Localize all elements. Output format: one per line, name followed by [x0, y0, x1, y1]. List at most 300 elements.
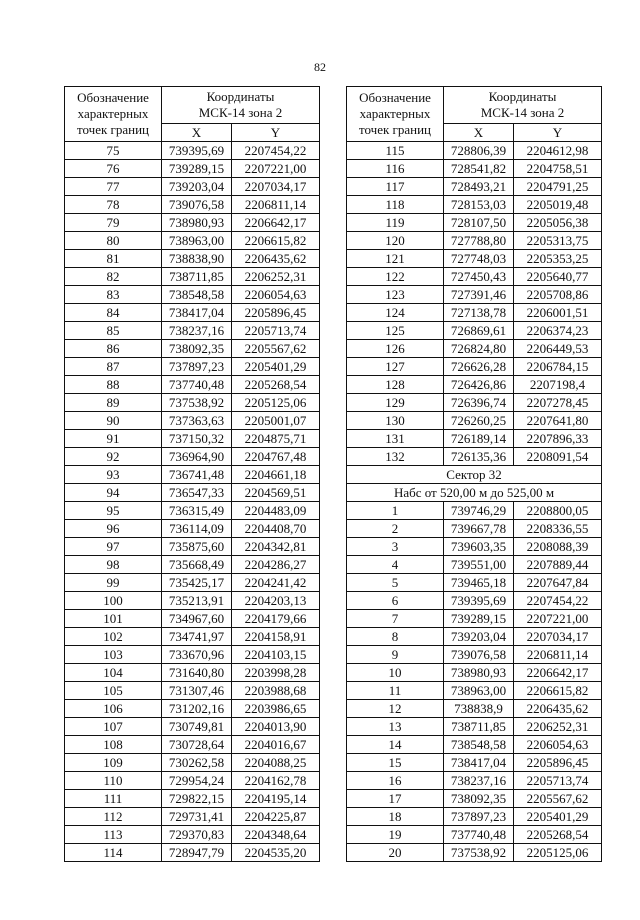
point-number: 109	[65, 754, 162, 772]
point-number: 8	[347, 628, 444, 646]
coord-x: 728541,82	[444, 160, 514, 178]
coord-x: 737150,32	[162, 430, 232, 448]
coord-x: 738963,00	[162, 232, 232, 250]
coord-x: 729822,15	[162, 790, 232, 808]
table-row	[65, 412, 320, 430]
coord-y: 2208800,05	[514, 502, 602, 520]
coord-y: 2206252,31	[514, 718, 602, 736]
point-number: 92	[65, 448, 162, 466]
coord-y: 2204535,20	[232, 844, 320, 862]
coord-y: 2206642,17	[232, 214, 320, 232]
coord-x: 739465,18	[444, 574, 514, 592]
height-range-row	[347, 484, 602, 502]
table-row	[65, 790, 320, 808]
point-number: 84	[65, 304, 162, 322]
coord-x: 728947,79	[162, 844, 232, 862]
point-number: 130	[347, 412, 444, 430]
coord-y: 2207454,22	[514, 592, 602, 610]
header-y: Y	[232, 124, 320, 142]
coord-y: 2208088,39	[514, 538, 602, 556]
coord-x: 735875,60	[162, 538, 232, 556]
coord-y: 2207896,33	[514, 430, 602, 448]
coord-y: 2205353,25	[514, 250, 602, 268]
table-row	[65, 304, 320, 322]
coord-y: 2205268,54	[514, 826, 602, 844]
point-number: 131	[347, 430, 444, 448]
table-row	[347, 502, 602, 520]
coord-y: 2205125,06	[232, 394, 320, 412]
coord-y: 2207278,45	[514, 394, 602, 412]
coord-y: 2208091,54	[514, 448, 602, 466]
table-row	[65, 592, 320, 610]
coord-y: 2205567,62	[232, 340, 320, 358]
table-row	[65, 142, 320, 160]
point-number: 113	[65, 826, 162, 844]
coord-y: 2207641,80	[514, 412, 602, 430]
point-number: 76	[65, 160, 162, 178]
point-number: 105	[65, 682, 162, 700]
coord-x: 739551,00	[444, 556, 514, 574]
point-number: 123	[347, 286, 444, 304]
table-row	[65, 502, 320, 520]
table-row	[65, 376, 320, 394]
table-row	[65, 646, 320, 664]
coord-y: 2205713,74	[232, 322, 320, 340]
coord-x: 734741,97	[162, 628, 232, 646]
point-number: 16	[347, 772, 444, 790]
table-row	[65, 178, 320, 196]
table-row	[347, 232, 602, 250]
table-row	[347, 430, 602, 448]
table-row	[347, 322, 602, 340]
header-coordinates: Координаты МСК-14 зона 2	[162, 87, 320, 124]
table-row	[347, 358, 602, 376]
table-row	[65, 736, 320, 754]
coord-y: 2207034,17	[514, 628, 602, 646]
coord-x: 730728,64	[162, 736, 232, 754]
table-row	[347, 664, 602, 682]
coord-y: 2206642,17	[514, 664, 602, 682]
coord-x: 737740,48	[444, 826, 514, 844]
coord-x: 737740,48	[162, 376, 232, 394]
coord-y: 2205567,62	[514, 790, 602, 808]
table-row	[65, 394, 320, 412]
coord-y: 2204348,64	[232, 826, 320, 844]
coord-x: 728493,21	[444, 178, 514, 196]
coord-x: 735425,17	[162, 574, 232, 592]
point-number: 19	[347, 826, 444, 844]
coord-y: 2204016,67	[232, 736, 320, 754]
table-row	[347, 394, 602, 412]
point-number: 10	[347, 664, 444, 682]
point-number: 80	[65, 232, 162, 250]
coord-y: 2204103,15	[232, 646, 320, 664]
coord-x: 727138,78	[444, 304, 514, 322]
point-number: 20	[347, 844, 444, 862]
coord-y: 2204162,78	[232, 772, 320, 790]
table-row	[347, 268, 602, 286]
table-row	[65, 286, 320, 304]
coord-x: 726260,25	[444, 412, 514, 430]
coord-y: 2205001,07	[232, 412, 320, 430]
coord-y: 2207454,22	[232, 142, 320, 160]
coord-x: 728153,03	[444, 196, 514, 214]
table-row	[347, 214, 602, 232]
table-row	[347, 628, 602, 646]
table-row	[65, 718, 320, 736]
coord-y: 2205268,54	[232, 376, 320, 394]
coord-y: 2204661,18	[232, 466, 320, 484]
point-number: 118	[347, 196, 444, 214]
coord-y: 2206449,53	[514, 340, 602, 358]
point-number: 132	[347, 448, 444, 466]
table-row	[65, 664, 320, 682]
coord-y: 2206615,82	[232, 232, 320, 250]
coord-y: 2204241,42	[232, 574, 320, 592]
point-number: 116	[347, 160, 444, 178]
coord-y: 2206001,51	[514, 304, 602, 322]
coord-y: 2206252,31	[232, 268, 320, 286]
table-row	[65, 772, 320, 790]
table-row	[347, 142, 602, 160]
coord-y: 2205019,48	[514, 196, 602, 214]
table-row	[65, 160, 320, 178]
point-number: 6	[347, 592, 444, 610]
coord-x: 739076,58	[444, 646, 514, 664]
point-number: 106	[65, 700, 162, 718]
point-number: 7	[347, 610, 444, 628]
coord-x: 738548,58	[444, 736, 514, 754]
coord-y: 2205313,75	[514, 232, 602, 250]
table-row	[347, 610, 602, 628]
coord-x: 738711,85	[162, 268, 232, 286]
coord-y: 2204088,25	[232, 754, 320, 772]
point-number: 108	[65, 736, 162, 754]
coord-x: 739289,15	[444, 610, 514, 628]
point-number: 12	[347, 700, 444, 718]
coord-y: 2206435,62	[232, 250, 320, 268]
coord-y: 2206054,63	[232, 286, 320, 304]
point-number: 79	[65, 214, 162, 232]
coord-y: 2206435,62	[514, 700, 602, 718]
coord-x: 739667,78	[444, 520, 514, 538]
coord-x: 730749,81	[162, 718, 232, 736]
point-number: 13	[347, 718, 444, 736]
coord-y: 2205640,77	[514, 268, 602, 286]
table-row	[65, 322, 320, 340]
coord-x: 727788,80	[444, 232, 514, 250]
point-number: 100	[65, 592, 162, 610]
point-number: 96	[65, 520, 162, 538]
height-range: Набс от 520,00 м до 525,00 м	[347, 484, 602, 502]
coord-x: 739746,29	[444, 502, 514, 520]
table-row	[65, 340, 320, 358]
coord-y: 2207221,00	[514, 610, 602, 628]
point-number: 107	[65, 718, 162, 736]
coord-y: 2206615,82	[514, 682, 602, 700]
coord-y: 2206374,23	[514, 322, 602, 340]
coord-y: 2207889,44	[514, 556, 602, 574]
point-number: 1	[347, 502, 444, 520]
coord-x: 731202,16	[162, 700, 232, 718]
point-number: 103	[65, 646, 162, 664]
coord-y: 2207198,4	[514, 376, 602, 394]
coord-x: 726189,14	[444, 430, 514, 448]
coord-x: 738980,93	[444, 664, 514, 682]
table-row	[65, 610, 320, 628]
coord-y: 2204158,91	[232, 628, 320, 646]
point-number: 101	[65, 610, 162, 628]
coord-x: 730262,58	[162, 754, 232, 772]
point-number: 77	[65, 178, 162, 196]
point-number: 110	[65, 772, 162, 790]
table-row	[65, 808, 320, 826]
coord-x: 727450,43	[444, 268, 514, 286]
point-number: 86	[65, 340, 162, 358]
point-number: 3	[347, 538, 444, 556]
coord-x: 738417,04	[162, 304, 232, 322]
table-row	[347, 754, 602, 772]
header-y: Y	[514, 124, 602, 142]
table-row	[65, 430, 320, 448]
coord-y: 2204483,09	[232, 502, 320, 520]
table-row	[347, 286, 602, 304]
coord-x: 729954,24	[162, 772, 232, 790]
table-row	[65, 232, 320, 250]
coord-x: 738092,35	[162, 340, 232, 358]
point-number: 111	[65, 790, 162, 808]
table-row	[347, 646, 602, 664]
table-row	[347, 412, 602, 430]
header-coordinates: Координаты МСК-14 зона 2	[444, 87, 602, 124]
coord-y: 2205713,74	[514, 772, 602, 790]
sector-row	[347, 466, 602, 484]
table-row	[347, 250, 602, 268]
table-row	[347, 574, 602, 592]
point-number: 83	[65, 286, 162, 304]
point-number: 5	[347, 574, 444, 592]
point-number: 4	[347, 556, 444, 574]
coord-x: 736114,09	[162, 520, 232, 538]
coord-y: 2207221,00	[232, 160, 320, 178]
table-row	[347, 700, 602, 718]
coord-x: 726869,61	[444, 322, 514, 340]
coord-y: 2204569,51	[232, 484, 320, 502]
table-row	[347, 718, 602, 736]
point-number: 18	[347, 808, 444, 826]
table-row	[347, 538, 602, 556]
table-row	[347, 376, 602, 394]
table-row	[65, 484, 320, 502]
coord-x: 738092,35	[444, 790, 514, 808]
point-number: 98	[65, 556, 162, 574]
table-row	[347, 592, 602, 610]
coord-x: 728806,39	[444, 142, 514, 160]
table-row	[347, 844, 602, 862]
point-number: 128	[347, 376, 444, 394]
coord-x: 726396,74	[444, 394, 514, 412]
coord-y: 2204612,98	[514, 142, 602, 160]
table-row	[347, 736, 602, 754]
point-number: 89	[65, 394, 162, 412]
coord-y: 2203988,68	[232, 682, 320, 700]
coord-x: 739076,58	[162, 196, 232, 214]
coord-y: 2204286,27	[232, 556, 320, 574]
coord-x: 735213,91	[162, 592, 232, 610]
coord-x: 726426,86	[444, 376, 514, 394]
coord-x: 738417,04	[444, 754, 514, 772]
coord-x: 737538,92	[444, 844, 514, 862]
table-row	[347, 682, 602, 700]
coord-x: 739395,69	[444, 592, 514, 610]
coord-y: 2207034,17	[232, 178, 320, 196]
coord-x: 738963,00	[444, 682, 514, 700]
coord-x: 728107,50	[444, 214, 514, 232]
table-row	[347, 826, 602, 844]
coord-y: 2204875,71	[232, 430, 320, 448]
coord-y: 2205401,29	[514, 808, 602, 826]
coord-y: 2203998,28	[232, 664, 320, 682]
point-number: 87	[65, 358, 162, 376]
coord-y: 2206811,14	[232, 196, 320, 214]
coord-x: 738548,58	[162, 286, 232, 304]
coord-x: 736741,48	[162, 466, 232, 484]
point-number: 91	[65, 430, 162, 448]
table-row	[347, 340, 602, 358]
table-row	[347, 160, 602, 178]
coord-y: 2204758,51	[514, 160, 602, 178]
coord-y: 2204013,90	[232, 718, 320, 736]
point-number: 119	[347, 214, 444, 232]
coord-y: 2207647,84	[514, 574, 602, 592]
table-row	[347, 772, 602, 790]
point-number: 99	[65, 574, 162, 592]
point-number: 90	[65, 412, 162, 430]
header-x: X	[162, 124, 232, 142]
coord-y: 2206054,63	[514, 736, 602, 754]
point-number: 85	[65, 322, 162, 340]
point-number: 17	[347, 790, 444, 808]
point-number: 120	[347, 232, 444, 250]
coord-y: 2205056,38	[514, 214, 602, 232]
point-number: 115	[347, 142, 444, 160]
coord-x: 739395,69	[162, 142, 232, 160]
coord-x: 737363,63	[162, 412, 232, 430]
table-row	[65, 574, 320, 592]
coord-x: 726135,36	[444, 448, 514, 466]
table-row	[65, 250, 320, 268]
point-number: 2	[347, 520, 444, 538]
table-row	[347, 556, 602, 574]
table-row	[65, 358, 320, 376]
coord-y: 2205896,45	[232, 304, 320, 322]
table-row	[65, 268, 320, 286]
coordinates-table-left	[64, 86, 320, 862]
header-point-label: Обозначение характерных точек границ	[65, 87, 162, 142]
coord-x: 737538,92	[162, 394, 232, 412]
coord-y: 2204203,13	[232, 592, 320, 610]
coord-y: 2204195,14	[232, 790, 320, 808]
coord-x: 738237,16	[444, 772, 514, 790]
table-row	[347, 790, 602, 808]
coord-x: 727391,46	[444, 286, 514, 304]
point-number: 129	[347, 394, 444, 412]
coord-y: 2206811,14	[514, 646, 602, 664]
table-row	[65, 628, 320, 646]
sector-title: Сектор 32	[347, 466, 602, 484]
table-row	[65, 214, 320, 232]
point-number: 112	[65, 808, 162, 826]
coord-y: 2204225,87	[232, 808, 320, 826]
table-row	[65, 826, 320, 844]
table-row	[65, 538, 320, 556]
coord-x: 737897,23	[444, 808, 514, 826]
point-number: 95	[65, 502, 162, 520]
coord-x: 735668,49	[162, 556, 232, 574]
point-number: 126	[347, 340, 444, 358]
point-number: 124	[347, 304, 444, 322]
point-number: 78	[65, 196, 162, 214]
table-row	[65, 448, 320, 466]
point-number: 15	[347, 754, 444, 772]
coord-y: 2204767,48	[232, 448, 320, 466]
coord-y: 2204791,25	[514, 178, 602, 196]
point-number: 81	[65, 250, 162, 268]
table-row	[65, 700, 320, 718]
coord-x: 737897,23	[162, 358, 232, 376]
coord-x: 731640,80	[162, 664, 232, 682]
coord-x: 727748,03	[444, 250, 514, 268]
coord-y: 2205896,45	[514, 754, 602, 772]
coord-y: 2204342,81	[232, 538, 320, 556]
coordinates-table-right	[346, 86, 602, 862]
coord-x: 734967,60	[162, 610, 232, 628]
coord-x: 739603,35	[444, 538, 514, 556]
point-number: 102	[65, 628, 162, 646]
coord-x: 733670,96	[162, 646, 232, 664]
coord-y: 2204179,66	[232, 610, 320, 628]
point-number: 114	[65, 844, 162, 862]
point-number: 122	[347, 268, 444, 286]
coord-x: 726824,80	[444, 340, 514, 358]
point-number: 125	[347, 322, 444, 340]
table-row	[347, 448, 602, 466]
table-row	[347, 520, 602, 538]
coord-x: 738838,90	[162, 250, 232, 268]
table-row	[347, 304, 602, 322]
header-x: X	[444, 124, 514, 142]
coord-y: 2203986,65	[232, 700, 320, 718]
point-number: 82	[65, 268, 162, 286]
table-row	[65, 466, 320, 484]
coord-x: 738980,93	[162, 214, 232, 232]
point-number: 75	[65, 142, 162, 160]
coord-x: 739203,04	[162, 178, 232, 196]
coord-x: 738237,16	[162, 322, 232, 340]
table-row	[65, 844, 320, 862]
coord-y: 2206784,15	[514, 358, 602, 376]
table-row	[65, 754, 320, 772]
point-number: 127	[347, 358, 444, 376]
point-number: 97	[65, 538, 162, 556]
coord-x: 729370,83	[162, 826, 232, 844]
coord-x: 726626,28	[444, 358, 514, 376]
coord-y: 2205708,86	[514, 286, 602, 304]
coord-x: 736964,90	[162, 448, 232, 466]
table-row	[65, 556, 320, 574]
coord-y: 2204408,70	[232, 520, 320, 538]
coord-x: 729731,41	[162, 808, 232, 826]
